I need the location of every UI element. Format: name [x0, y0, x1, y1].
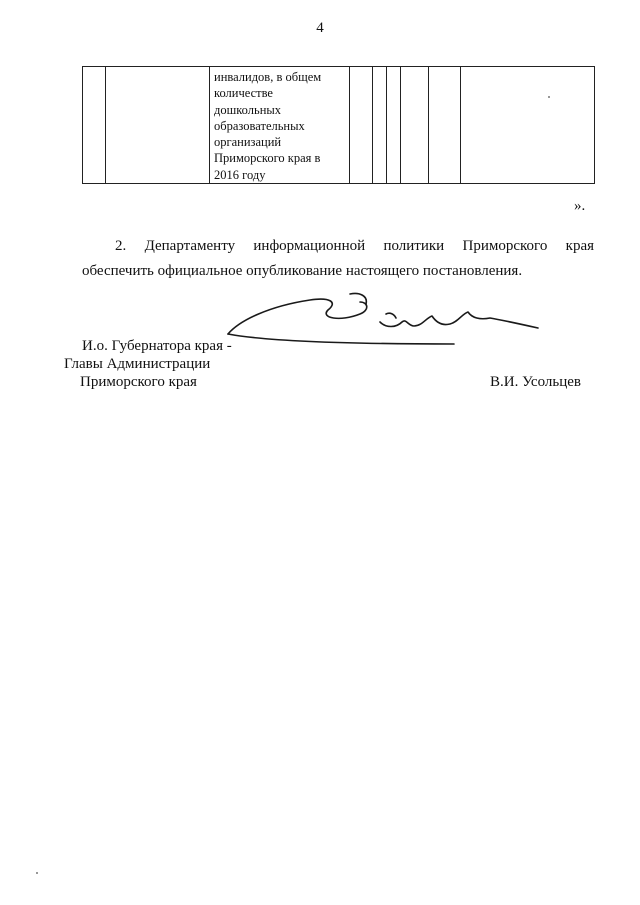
- scan-speck: [548, 96, 550, 98]
- indicators-table: [82, 66, 595, 184]
- indicator-line: инвалидов, в общем: [214, 70, 322, 84]
- table-cell-value: [461, 67, 595, 184]
- indicator-text: [210, 67, 349, 183]
- page-number: 4: [316, 20, 324, 36]
- table-cell-value: [373, 67, 387, 184]
- handwritten-signature: [210, 292, 550, 362]
- indicator-line: количестве: [214, 86, 273, 101]
- paragraph-line: обеспечить официальное опубликование настоящего постановления.: [82, 263, 523, 279]
- paragraph-line: 2. Департаменту информационной политики Приморского края: [115, 238, 594, 254]
- indicator-line: 2016 году: [214, 167, 266, 182]
- paragraph-2: [82, 234, 594, 284]
- indicator-line: образовательных: [214, 118, 305, 133]
- signatory-name: В.И. Усольцев: [490, 374, 581, 390]
- signatory-title: Приморского края: [80, 374, 197, 390]
- scan-speck: [36, 872, 38, 874]
- table-cell-value: [387, 67, 401, 184]
- table-cell-name: [106, 67, 210, 184]
- table-cell-value: [429, 67, 461, 184]
- table-cell-value: [401, 67, 429, 184]
- table-cell-number: [83, 67, 106, 184]
- closing-quote: ».: [574, 198, 586, 214]
- indicator-line: дошкольных: [214, 102, 282, 117]
- table-cell-indicator: [210, 67, 350, 184]
- indicator-line: организаций: [214, 135, 282, 150]
- signatory-title: Главы Администрации: [64, 356, 211, 372]
- signatory-title: И.о. Губернатора края -: [82, 338, 232, 354]
- indicator-line: Приморского края в: [214, 151, 321, 166]
- table-cell-unit: [350, 67, 373, 184]
- table-row: [83, 67, 595, 184]
